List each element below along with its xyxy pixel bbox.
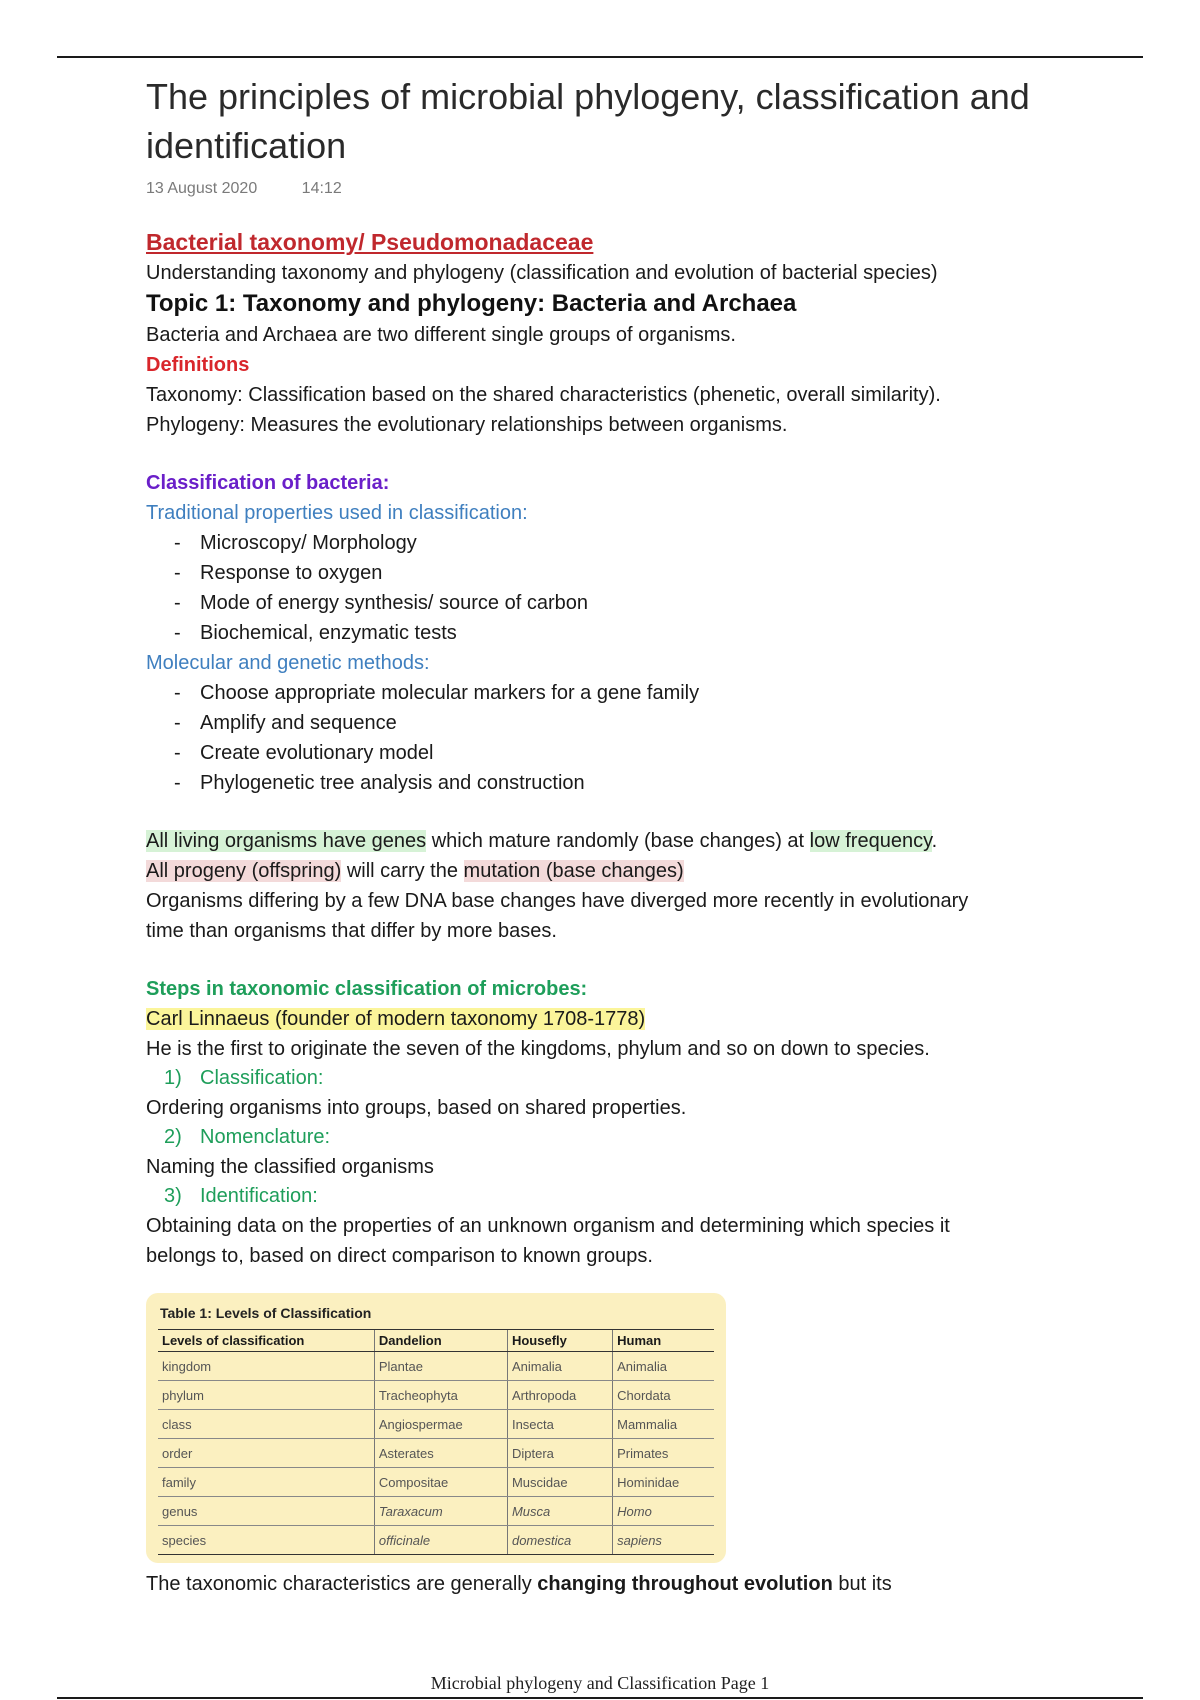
genes-period: . xyxy=(931,830,938,852)
table-cell: order xyxy=(158,1439,374,1468)
definition-taxonomy: Taxonomy: Classification based on the shared characteristics (phenetic, overall similarity). xyxy=(146,384,941,406)
classification-heading: Classification of bacteria: xyxy=(146,472,390,494)
topic-heading: Topic 1: Taxonomy and phylogeny: Bacteria and Archaea xyxy=(146,290,797,317)
table-row xyxy=(158,1352,714,1381)
table-cell: Animalia xyxy=(613,1352,714,1381)
table-header: Dandelion xyxy=(374,1330,507,1352)
step-label: Classification: xyxy=(200,1067,324,1089)
table-row xyxy=(158,1381,714,1410)
step-label: Identification: xyxy=(200,1185,318,1207)
genes-text: will carry the xyxy=(341,860,464,882)
genes-paragraph-1 xyxy=(146,826,1096,856)
highlight-low-frequency: low frequency xyxy=(809,830,932,852)
page-footer: Microbial phylogeny and Classification Page 1 xyxy=(430,1673,770,1693)
table-cell: Taraxacum xyxy=(374,1497,507,1526)
highlight-progeny: All progeny (offspring) xyxy=(146,860,342,882)
table-header: Levels of classification xyxy=(158,1330,374,1352)
highlight-genes: All living organisms have genes xyxy=(146,830,427,852)
table-cell: Asterates xyxy=(374,1439,507,1468)
intro-text: Understanding taxonomy and phylogeny (classification and evolution of bacterial species) xyxy=(146,262,938,284)
step-number: 2) xyxy=(164,1126,182,1148)
step-heading xyxy=(146,1123,1096,1152)
step-text-continued: belongs to, based on direct comparison to known groups. xyxy=(146,1245,653,1267)
table-cell: Hominidae xyxy=(613,1468,714,1497)
definition-phylogeny: Phylogeny: Measures the evolutionary relationships between organisms. xyxy=(146,414,788,436)
page-time: 14:12 xyxy=(301,180,342,197)
topic-text: Bacteria and Archaea are two different single groups of organisms. xyxy=(146,324,736,346)
highlight-linnaeus: Carl Linnaeus (founder of modern taxonomy 1708-1778) xyxy=(146,1008,646,1030)
list-item: - Amplify and sequence xyxy=(174,708,1096,738)
step-heading xyxy=(146,1182,1096,1211)
step-heading xyxy=(146,1064,1096,1093)
section-heading: Bacterial taxonomy/ Pseudomonadaceae xyxy=(146,229,594,255)
table-row xyxy=(158,1468,714,1497)
table-cell: Compositae xyxy=(374,1468,507,1497)
molecular-list xyxy=(146,678,1096,798)
levels-table xyxy=(158,1329,714,1555)
page-content xyxy=(146,72,1096,1599)
list-item: - Phylogenetic tree analysis and construction xyxy=(174,768,1096,798)
list-item: - Biochemical, enzymatic tests xyxy=(174,618,1096,648)
table-cell: family xyxy=(158,1468,374,1497)
step-number: 3) xyxy=(164,1185,182,1207)
closing-text xyxy=(146,1569,1096,1599)
list-item: - Microscopy/ Morphology xyxy=(174,528,1096,558)
table-cell: Homo xyxy=(613,1497,714,1526)
table-cell: Muscidae xyxy=(507,1468,612,1497)
traditional-list xyxy=(146,528,1096,648)
table-cell: Plantae xyxy=(374,1352,507,1381)
table-cell: Arthropoda xyxy=(507,1381,612,1410)
list-item: - Create evolutionary model xyxy=(174,738,1096,768)
linnaeus-text: He is the first to originate the seven of the kingdoms, phylum and so on down to species. xyxy=(146,1038,930,1060)
genes-paragraph-3a: Organisms differing by a few DNA base changes have diverged more recently in evolutionary xyxy=(146,890,969,912)
molecular-heading: Molecular and genetic methods: xyxy=(146,652,430,674)
table-cell: officinale xyxy=(374,1526,507,1555)
table-cell: domestica xyxy=(507,1526,612,1555)
table-row xyxy=(158,1439,714,1468)
page-title: The principles of microbial phylogeny, classification and identification xyxy=(146,76,1030,166)
table-cell: Mammalia xyxy=(613,1410,714,1439)
table-cell: genus xyxy=(158,1497,374,1526)
closing-bold: changing throughout evolution xyxy=(537,1573,833,1595)
definitions-heading: Definitions xyxy=(146,354,250,376)
table-cell: Animalia xyxy=(507,1352,612,1381)
step-number: 1) xyxy=(164,1067,182,1089)
bottom-rule xyxy=(57,1697,1143,1699)
table-cell: kingdom xyxy=(158,1352,374,1381)
table-cell: Angiospermae xyxy=(374,1410,507,1439)
table-cell: Primates xyxy=(613,1439,714,1468)
list-item: - Mode of energy synthesis/ source of carbon xyxy=(174,588,1096,618)
table-cell: Diptera xyxy=(507,1439,612,1468)
classification-table-figure xyxy=(146,1293,726,1563)
genes-paragraph-3b: time than organisms that differ by more bases. xyxy=(146,920,557,942)
table-cell: phylum xyxy=(158,1381,374,1410)
step-text: Obtaining data on the properties of an unknown organism and determining which species it xyxy=(146,1215,950,1237)
step-label: Nomenclature: xyxy=(200,1126,331,1148)
step-text: Ordering organisms into groups, based on shared properties. xyxy=(146,1097,687,1119)
table-cell: sapiens xyxy=(613,1526,714,1555)
traditional-heading: Traditional properties used in classification: xyxy=(146,502,528,524)
steps-heading: Steps in taxonomic classification of microbes: xyxy=(146,978,588,1000)
table-cell: Chordata xyxy=(613,1381,714,1410)
top-rule xyxy=(57,56,1143,58)
closing-before: The taxonomic characteristics are generally xyxy=(146,1573,538,1595)
highlight-mutation: mutation (base changes) xyxy=(463,860,684,882)
table-header: Housefly xyxy=(507,1330,612,1352)
table-cell: Musca xyxy=(507,1497,612,1526)
linnaeus-line xyxy=(146,1004,1096,1034)
list-item: - Choose appropriate molecular markers for a gene family xyxy=(174,678,1096,708)
table-cell: Tracheophyta xyxy=(374,1381,507,1410)
table-row xyxy=(158,1526,714,1555)
table-cell: species xyxy=(158,1526,374,1555)
table-header: Human xyxy=(613,1330,714,1352)
table-caption: Table 1: Levels of Classification xyxy=(160,1305,372,1321)
page-date: 13 August 2020 xyxy=(146,180,258,197)
table-cell: class xyxy=(158,1410,374,1439)
genes-text: which mature randomly (base changes) at xyxy=(426,830,810,852)
table-row xyxy=(158,1497,714,1526)
step-text: Naming the classified organisms xyxy=(146,1156,434,1178)
table-header-row xyxy=(158,1330,714,1352)
table-cell: Insecta xyxy=(507,1410,612,1439)
page-meta xyxy=(146,180,1096,202)
table-row xyxy=(158,1410,714,1439)
closing-after: but its xyxy=(832,1573,892,1595)
genes-paragraph-2 xyxy=(146,856,1096,886)
list-item: - Response to oxygen xyxy=(174,558,1096,588)
